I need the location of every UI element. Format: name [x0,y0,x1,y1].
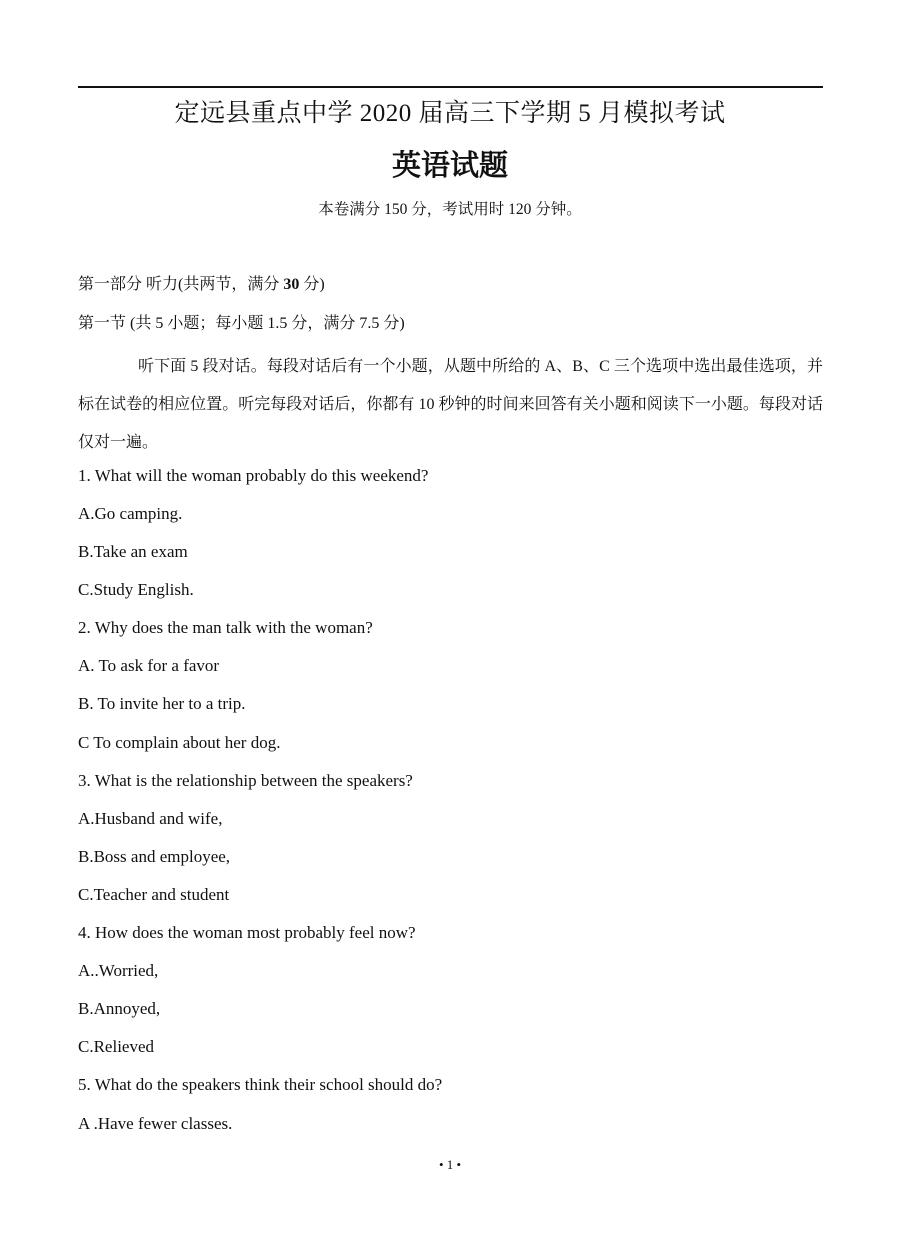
part-score: 30 [283,276,300,293]
option-c: C.Study English. [78,580,194,599]
option-a: A .Have fewer classes. [78,1114,233,1133]
option-b: B.Annoyed, [78,999,161,1018]
option-c: C To complain about her dog. [78,733,281,752]
question-stem: 1. What will the woman probably do this weekend? [78,466,429,485]
part-suffix: 分) [299,276,325,293]
option-a: A. To ask for a favor [78,656,220,675]
question-stem: 4. How does the woman most probably feel now? [78,923,416,942]
option-c: C.Teacher and student [78,885,230,904]
question-stem: 5. What do the speakers think their school should do? [78,1075,443,1094]
section-heading: 第一节 (共 5 小题；每小题 1.5 分，满分 7.5 分) [78,315,405,332]
exam-title: 定远县重点中学 2020 届高三下学期 5 月模拟考试 [174,100,726,127]
subject-title: 英语试题 [391,148,508,182]
option-b: B. To invite her to a trip. [78,694,246,713]
option-a: A..Worried, [78,961,159,980]
option-b: B.Take an exam [78,542,188,561]
exam-note: 本卷满分 150 分，考试用时 120 分钟。 [318,201,582,218]
page-number: • 1 • [438,1157,462,1172]
question-stem: 3. What is the relationship between the speakers? [78,771,413,790]
part-heading [78,272,325,298]
option-a: A.Husband and wife, [78,809,223,828]
option-b: B.Boss and employee, [78,847,231,866]
instructions-paragraph: 听下面 5 段对话。每段对话后有一个小题，从题中所给的 A、B、C 三个选项中选出最佳选项，并标在试卷的相应位置。听完每段对话后，你都有 10 秒钟的时间来回答有关小题和阅读下一小题。每段对话仅对一遍。 [78,358,823,451]
question-stem: 2. Why does the man talk with the woman? [78,618,373,637]
option-a: A.Go camping. [78,504,183,523]
part-label: 第一部分 听力(共两节，满分 [78,276,284,293]
option-c: C.Relieved [78,1037,155,1056]
header-rule [78,86,823,88]
